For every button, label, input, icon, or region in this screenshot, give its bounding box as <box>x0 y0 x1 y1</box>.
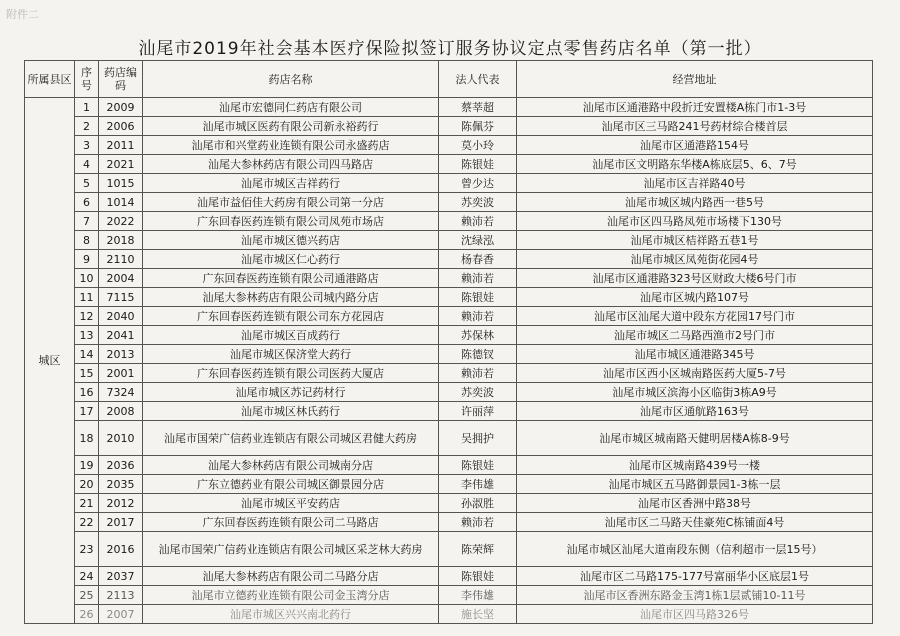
rep-cell: 陈银娃 <box>439 456 517 475</box>
address-cell: 汕尾市城区桔祥路五巷1号 <box>517 231 873 250</box>
seq-cell: 25 <box>75 586 99 605</box>
rep-cell: 曾少达 <box>439 174 517 193</box>
code-cell: 2035 <box>99 475 143 494</box>
address-cell: 汕尾市区二马路175-177号富丽华小区底层1号 <box>517 567 873 586</box>
table-row <box>25 475 873 494</box>
address-cell: 汕尾市区西小区城南路医药大厦5-7号 <box>517 364 873 383</box>
address-cell: 汕尾市区吉祥路40号 <box>517 174 873 193</box>
name-cell: 汕尾市益佰佳大药房有限公司第一分店 <box>143 193 439 212</box>
address-cell: 汕尾市城区城南路天健明居楼A栋8-9号 <box>517 421 873 456</box>
rep-cell: 沈绿泓 <box>439 231 517 250</box>
seq-cell: 21 <box>75 494 99 513</box>
seq-cell: 19 <box>75 456 99 475</box>
code-cell: 1014 <box>99 193 143 212</box>
address-cell: 汕尾市区二马路天佳豪苑C栋铺面4号 <box>517 513 873 532</box>
seq-cell: 8 <box>75 231 99 250</box>
code-cell: 2008 <box>99 402 143 421</box>
name-cell: 汕尾市城区苏记药材行 <box>143 383 439 402</box>
table-row <box>25 136 873 155</box>
header-address: 经营地址 <box>517 61 873 98</box>
code-cell: 2113 <box>99 586 143 605</box>
rep-cell: 赖沛若 <box>439 513 517 532</box>
name-cell: 广东立德药业有限公司城区御景园分店 <box>143 475 439 494</box>
code-cell: 2009 <box>99 98 143 117</box>
code-cell: 2016 <box>99 532 143 567</box>
table-row <box>25 421 873 456</box>
code-cell: 2021 <box>99 155 143 174</box>
address-cell: 汕尾市区通航路163号 <box>517 402 873 421</box>
attachment-mark: 附件二 <box>6 8 39 21</box>
name-cell: 汕尾市城区保济堂大药行 <box>143 345 439 364</box>
table-row <box>25 269 873 288</box>
seq-cell: 26 <box>75 605 99 624</box>
table-row <box>25 288 873 307</box>
seq-cell: 12 <box>75 307 99 326</box>
name-cell: 汕尾市城区兴兴南北药行 <box>143 605 439 624</box>
address-cell: 汕尾市城区五马路御景园1-3栋一层 <box>517 475 873 494</box>
table-row <box>25 231 873 250</box>
code-cell: 2040 <box>99 307 143 326</box>
address-cell: 汕尾市区通港路154号 <box>517 136 873 155</box>
address-cell: 汕尾市区四马路凤苑市场楼下130号 <box>517 212 873 231</box>
seq-cell: 10 <box>75 269 99 288</box>
table-header-row <box>25 61 873 98</box>
seq-cell: 23 <box>75 532 99 567</box>
table-row <box>25 456 873 475</box>
table-row <box>25 494 873 513</box>
table-row <box>25 98 873 117</box>
name-cell: 汕尾大参林药店有限公司四马路店 <box>143 155 439 174</box>
name-cell: 汕尾大参林药店有限公司城南分店 <box>143 456 439 475</box>
rep-cell: 蔡莘超 <box>439 98 517 117</box>
rep-cell: 陈银娃 <box>439 288 517 307</box>
rep-cell: 赖沛若 <box>439 212 517 231</box>
district-cell: 城区 <box>25 98 75 624</box>
code-cell: 7115 <box>99 288 143 307</box>
seq-cell: 16 <box>75 383 99 402</box>
seq-cell: 24 <box>75 567 99 586</box>
table-row <box>25 567 873 586</box>
header-code: 药店编码 <box>99 61 143 98</box>
address-cell: 汕尾市区通港路中段折迁安置楼A栋门市1-3号 <box>517 98 873 117</box>
header-rep: 法人代表 <box>439 61 517 98</box>
address-cell: 汕尾市区汕尾大道中段东方花园17号门市 <box>517 307 873 326</box>
table-row <box>25 193 873 212</box>
rep-cell: 苏奕波 <box>439 193 517 212</box>
table-row <box>25 605 873 624</box>
address-cell: 汕尾市城区凤苑街花园4号 <box>517 250 873 269</box>
seq-cell: 11 <box>75 288 99 307</box>
address-cell: 汕尾市城区通港路345号 <box>517 345 873 364</box>
code-cell: 2110 <box>99 250 143 269</box>
address-cell: 汕尾市区城内路107号 <box>517 288 873 307</box>
code-cell: 2041 <box>99 326 143 345</box>
table-row <box>25 250 873 269</box>
address-cell: 汕尾市城区城内路西一巷5号 <box>517 193 873 212</box>
name-cell: 汕尾大参林药店有限公司城内路分店 <box>143 288 439 307</box>
header-district: 所属县区 <box>25 61 75 98</box>
address-cell: 汕尾市区城南路439号一楼 <box>517 456 873 475</box>
name-cell: 汕尾市和兴堂药业连锁有限公司永盛药店 <box>143 136 439 155</box>
code-cell: 2022 <box>99 212 143 231</box>
seq-cell: 15 <box>75 364 99 383</box>
rep-cell: 李伟雄 <box>439 475 517 494</box>
rep-cell: 施长坚 <box>439 605 517 624</box>
code-cell: 2036 <box>99 456 143 475</box>
name-cell: 汕尾市宏德同仁药店有限公司 <box>143 98 439 117</box>
name-cell: 广东回春医药连锁有限公司二马路店 <box>143 513 439 532</box>
table-row <box>25 402 873 421</box>
name-cell: 汕尾市城区吉祥药行 <box>143 174 439 193</box>
rep-cell: 赖沛若 <box>439 269 517 288</box>
code-cell: 2037 <box>99 567 143 586</box>
code-cell: 2011 <box>99 136 143 155</box>
table-row <box>25 307 873 326</box>
seq-cell: 9 <box>75 250 99 269</box>
rep-cell: 赖沛若 <box>439 364 517 383</box>
rep-cell: 陈佩芬 <box>439 117 517 136</box>
code-cell: 2017 <box>99 513 143 532</box>
table-row <box>25 586 873 605</box>
address-cell: 汕尾市区文明路东华楼A栋底层5、6、7号 <box>517 155 873 174</box>
code-cell: 2001 <box>99 364 143 383</box>
name-cell: 汕尾市城区百成药行 <box>143 326 439 345</box>
name-cell: 广东回春医药连锁有限公司东方花园店 <box>143 307 439 326</box>
name-cell: 汕尾大参林药店有限公司二马路分店 <box>143 567 439 586</box>
name-cell: 汕尾市城区林氏药行 <box>143 402 439 421</box>
name-cell: 汕尾市城区仁心药行 <box>143 250 439 269</box>
address-cell: 汕尾市城区滨海小区临街3栋A9号 <box>517 383 873 402</box>
name-cell: 汕尾市城区医药有限公司新永裕药行 <box>143 117 439 136</box>
table-row <box>25 174 873 193</box>
name-cell: 广东回春医药连锁有限公司医药大厦店 <box>143 364 439 383</box>
table-row <box>25 155 873 174</box>
name-cell: 广东回春医药连锁有限公司凤苑市场店 <box>143 212 439 231</box>
table-row <box>25 117 873 136</box>
address-cell: 汕尾市城区二马路西渔市2号门市 <box>517 326 873 345</box>
seq-cell: 7 <box>75 212 99 231</box>
code-cell: 1015 <box>99 174 143 193</box>
address-cell: 汕尾市区三马路241号药材综合楼首层 <box>517 117 873 136</box>
code-cell: 2013 <box>99 345 143 364</box>
seq-cell: 1 <box>75 98 99 117</box>
name-cell: 广东回春医药连锁有限公司通港路店 <box>143 269 439 288</box>
table-row <box>25 513 873 532</box>
code-cell: 7324 <box>99 383 143 402</box>
seq-cell: 14 <box>75 345 99 364</box>
name-cell: 汕尾市立德药业连锁有限公司金玉湾分店 <box>143 586 439 605</box>
document-title: 汕尾市2019年社会基本医疗保险拟签订服务协议定点零售药店名单（第一批） <box>138 39 762 59</box>
table-body <box>25 98 873 624</box>
rep-cell: 李伟雄 <box>439 586 517 605</box>
address-cell: 汕尾市区四马路326号 <box>517 605 873 624</box>
name-cell: 汕尾市国荣广信药业连锁店有限公司城区君健大药房 <box>143 421 439 456</box>
table-row <box>25 345 873 364</box>
seq-cell: 18 <box>75 421 99 456</box>
header-seq: 序号 <box>75 61 99 98</box>
address-cell: 汕尾市区通港路323号区财政大楼6号门市 <box>517 269 873 288</box>
seq-cell: 6 <box>75 193 99 212</box>
seq-cell: 5 <box>75 174 99 193</box>
rep-cell: 苏保林 <box>439 326 517 345</box>
header-name: 药店名称 <box>143 61 439 98</box>
rep-cell: 孙淑胜 <box>439 494 517 513</box>
table-row <box>25 326 873 345</box>
seq-cell: 2 <box>75 117 99 136</box>
rep-cell: 莫小玲 <box>439 136 517 155</box>
rep-cell: 吴拥护 <box>439 421 517 456</box>
rep-cell: 杨春香 <box>439 250 517 269</box>
rep-cell: 许丽萍 <box>439 402 517 421</box>
rep-cell: 陈银娃 <box>439 567 517 586</box>
code-cell: 2018 <box>99 231 143 250</box>
code-cell: 2004 <box>99 269 143 288</box>
rep-cell: 陈德钗 <box>439 345 517 364</box>
seq-cell: 17 <box>75 402 99 421</box>
rep-cell: 苏奕波 <box>439 383 517 402</box>
table-row <box>25 532 873 567</box>
code-cell: 2012 <box>99 494 143 513</box>
rep-cell: 赖沛若 <box>439 307 517 326</box>
table-row <box>25 383 873 402</box>
name-cell: 汕尾市国荣广信药业连锁店有限公司城区采芝林大药房 <box>143 532 439 567</box>
seq-cell: 4 <box>75 155 99 174</box>
address-cell: 汕尾市区香洲中路38号 <box>517 494 873 513</box>
rep-cell: 陈银娃 <box>439 155 517 174</box>
code-cell: 2007 <box>99 605 143 624</box>
address-cell: 汕尾市城区汕尾大道南段东侧（信利超市一层15号） <box>517 532 873 567</box>
seq-cell: 3 <box>75 136 99 155</box>
table-row <box>25 364 873 383</box>
code-cell: 2006 <box>99 117 143 136</box>
rep-cell: 陈荣辉 <box>439 532 517 567</box>
code-cell: 2010 <box>99 421 143 456</box>
name-cell: 汕尾市城区平安药店 <box>143 494 439 513</box>
table-row <box>25 212 873 231</box>
seq-cell: 22 <box>75 513 99 532</box>
seq-cell: 20 <box>75 475 99 494</box>
pharmacy-table <box>24 60 873 624</box>
seq-cell: 13 <box>75 326 99 345</box>
name-cell: 汕尾市城区德兴药店 <box>143 231 439 250</box>
address-cell: 汕尾市区香洲东路金玉湾1栋1层贰铺10-11号 <box>517 586 873 605</box>
